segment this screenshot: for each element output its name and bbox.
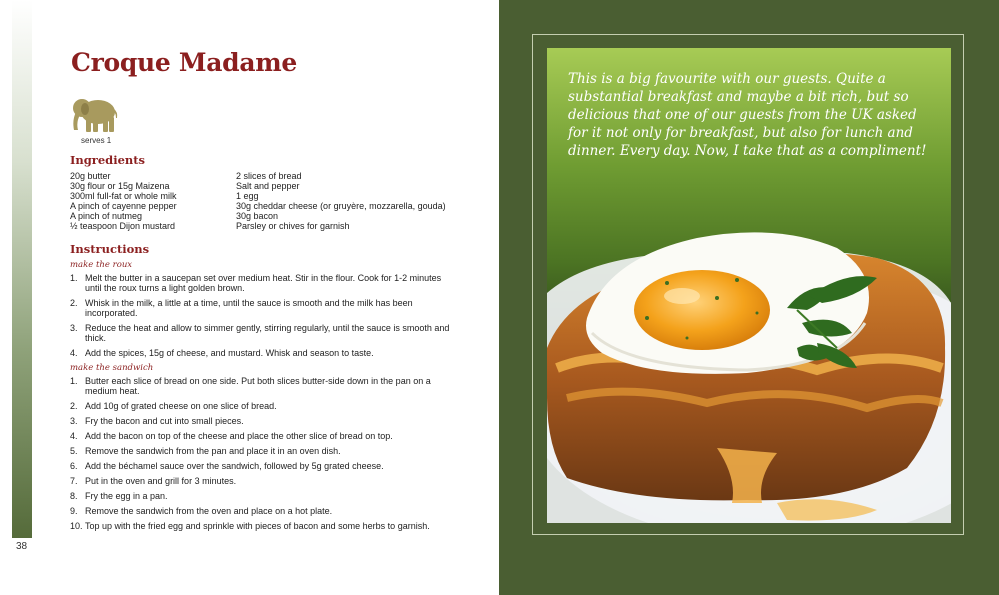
ingredient-item: 300ml full-fat or whole milk — [70, 191, 177, 201]
step-number: 5. — [70, 446, 78, 456]
recipe-title: Croque Madame — [71, 48, 298, 77]
ingredients-heading: Ingredients — [70, 153, 146, 167]
step-number: 3. — [70, 416, 78, 426]
step-text: Reduce the heat and allow to simmer gently, stirring regularly, until the sauce is smooth and thick. — [85, 323, 450, 343]
ingredient-item: A pinch of nutmeg — [70, 211, 143, 221]
step-number: 10. — [70, 521, 83, 531]
ingredient-item: Salt and pepper — [236, 181, 300, 191]
step-number: 9. — [70, 506, 78, 516]
ingredient-item: 20g butter — [70, 171, 111, 181]
ingredient-item: 1 egg — [236, 191, 259, 201]
page-side-strip — [12, 0, 32, 538]
step-text: Fry the egg in a pan. — [85, 491, 168, 501]
step-text: Remove the sandwich from the oven and place on a hot plate. — [85, 506, 333, 516]
roux-step — [70, 298, 450, 318]
instructions-heading: Instructions — [70, 242, 150, 256]
sandwich-step — [70, 376, 450, 396]
ingredient-item: A pinch of cayenne pepper — [70, 201, 177, 211]
ingredient-item: 30g bacon — [236, 211, 279, 221]
sandwich-step — [70, 491, 450, 501]
step-number: 4. — [70, 348, 78, 358]
step-text: Add the bacon on top of the cheese and place the other slice of bread on top. — [85, 431, 393, 441]
roux-step — [70, 323, 450, 343]
sandwich-step — [70, 506, 450, 516]
step-number: 3. — [70, 323, 78, 333]
ingredient-item: 30g flour or 15g Maizena — [70, 181, 170, 191]
step-text: Put in the oven and grill for 3 minutes. — [85, 476, 237, 486]
step-text: Whisk in the milk, a little at a time, until the sauce is smooth and the milk has been incorporated. — [85, 298, 413, 318]
sandwich-steps — [70, 376, 450, 536]
ingredient-item: 30g cheddar cheese (or gruyère, mozzarella, gouda) — [236, 201, 446, 211]
step-number: 1. — [70, 273, 78, 283]
ingredient-item: ½ teaspoon Dijon mustard — [70, 221, 176, 231]
step-number: 4. — [70, 431, 78, 441]
roux-step — [70, 273, 450, 293]
left-page — [0, 0, 499, 595]
step-number: 2. — [70, 401, 78, 411]
ingredients-list-right — [236, 171, 476, 231]
step-number: 7. — [70, 476, 78, 486]
step-text: Add the béchamel sauce over the sandwich, followed by 5g grated cheese. — [85, 461, 384, 471]
roux-step — [70, 348, 450, 358]
ingredients-list-left — [70, 171, 230, 231]
step-text: Fry the bacon and cut into small pieces. — [85, 416, 244, 426]
elephant-icon — [70, 94, 120, 134]
step-text: Add the spices, 15g of cheese, and mustard. Whisk and season to taste. — [85, 348, 374, 358]
sandwich-step — [70, 476, 450, 486]
sandwich-subheading: make the sandwich — [70, 363, 154, 373]
sandwich-step — [70, 416, 450, 426]
step-number: 1. — [70, 376, 78, 386]
sandwich-step — [70, 401, 450, 411]
sandwich-step — [70, 446, 450, 456]
step-text: Add 10g of grated cheese on one slice of bread. — [85, 401, 277, 411]
step-number: 6. — [70, 461, 78, 471]
roux-subheading: make the roux — [70, 260, 133, 270]
step-text: Melt the butter in a saucepan set over medium heat. Stir in the flour. Cook for 1-2 minutes until the roux turns a light golden brown. — [85, 273, 442, 293]
guest-quote: This is a big favourite with our guests. Quite a substantial breakfast and maybe a bit rich, but so delicious that one of our guests from the UK asked for it not only for breakfast, but also for lunch and dinner. Every day. Now, I take that as a compliment! — [568, 71, 927, 159]
sandwich-step — [70, 521, 450, 531]
step-text: Remove the sandwich from the pan and place it in an oven dish. — [85, 446, 341, 456]
serves-label: serves 1 — [81, 136, 112, 145]
step-number: 8. — [70, 491, 78, 501]
sandwich-step — [70, 461, 450, 471]
ingredient-item: 2 slices of bread — [236, 171, 302, 181]
step-text: Butter each slice of bread on one side. Put both slices butter-side down in the pan on a medium heat. — [85, 376, 431, 396]
page-number: 38 — [16, 541, 28, 552]
roux-steps — [70, 273, 450, 363]
ingredient-item: Parsley or chives for garnish — [236, 221, 350, 231]
step-number: 2. — [70, 298, 78, 308]
step-text: Top up with the fried egg and sprinkle with pieces of bacon and some herbs to garnish. — [85, 521, 430, 531]
sandwich-step — [70, 431, 450, 441]
